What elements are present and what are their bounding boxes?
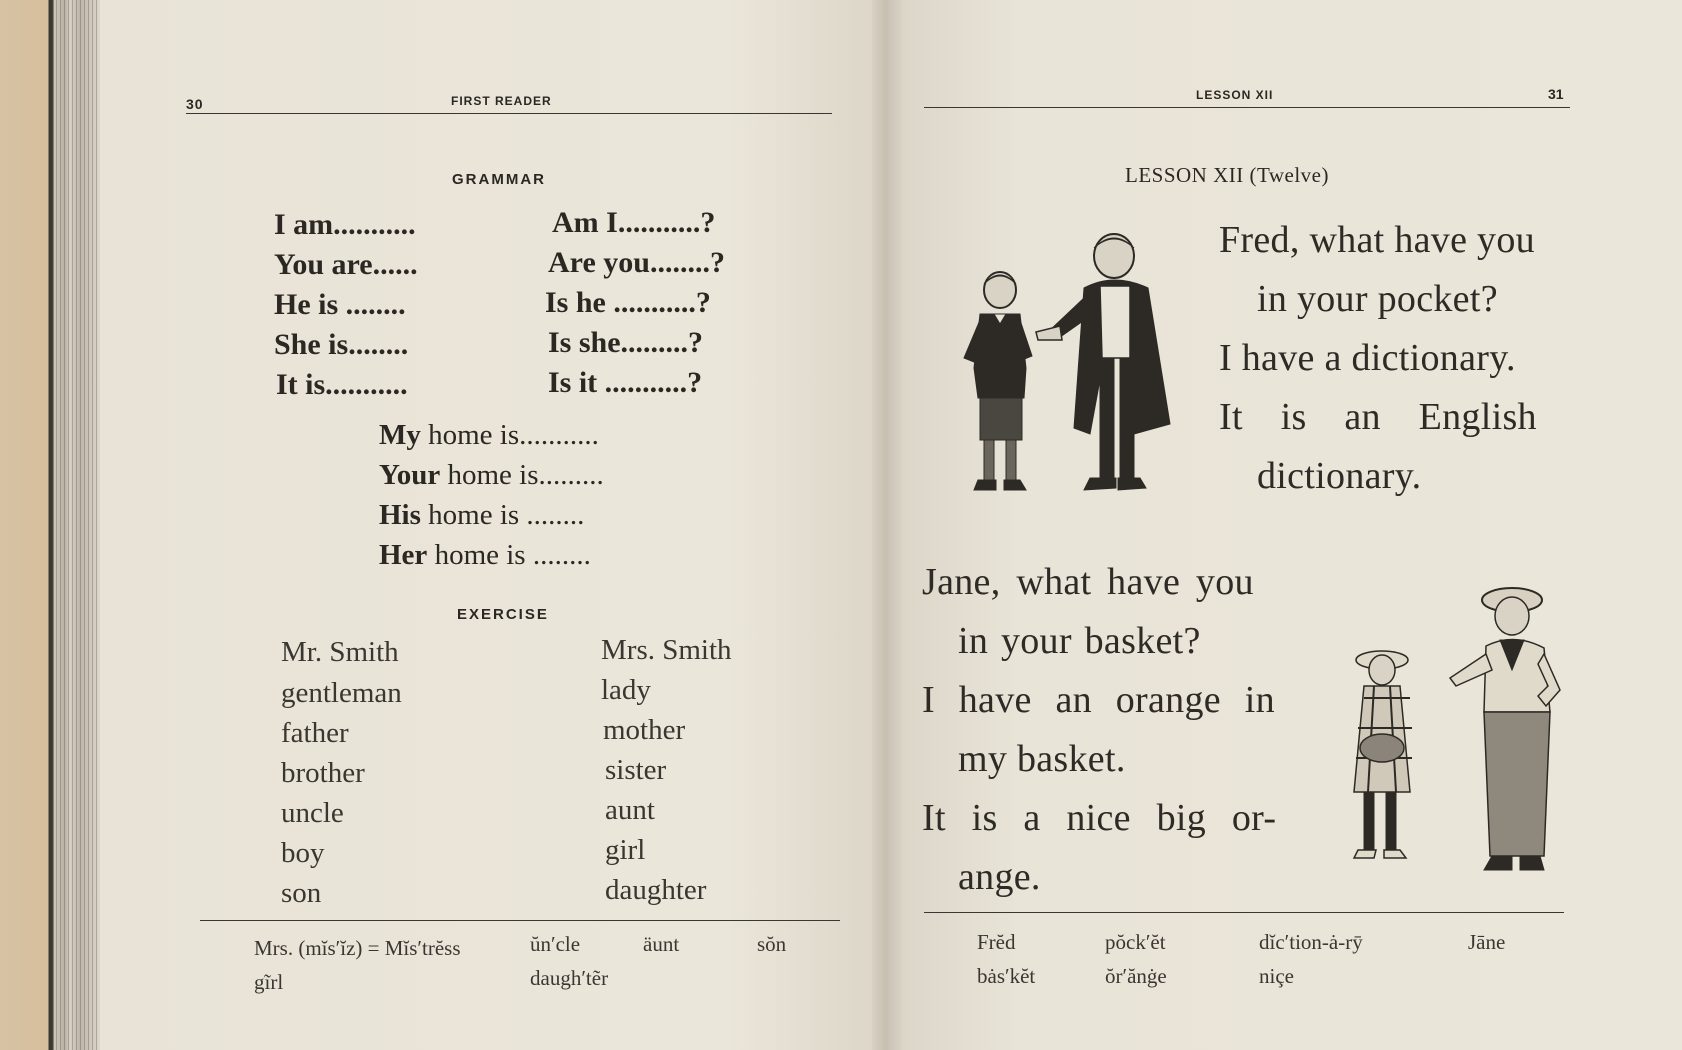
left-footnote-1: Mrs. (mĭs′ĭz) = Mĭs′trĕss [254,936,461,960]
exercise-left-6: boy [281,837,325,869]
exercise-right-4: sister [605,754,667,786]
right-footnote-3: dĭc′tion-ȧ-rȳ [1259,930,1363,954]
fred-line-2: in your pocket? [1257,278,1498,320]
left-footnote-6: daugh′tẽr [530,966,609,990]
exercise-right-5: aunt [605,794,655,826]
home-line-1-rest: home is........... [420,419,599,451]
home-line-4 [379,539,591,572]
right-footnote-2: pŏck′ĕt [1105,930,1166,954]
right-running-head: LESSON XII [1196,88,1274,102]
girl-and-woman-illustration [1334,578,1580,894]
fred-line-3: I have a dictionary. [1219,337,1516,379]
exercise-right-7: daughter [605,874,707,906]
grammar-heading: GRAMMAR [452,171,546,188]
grammar-row-4-question: Is she.........? [548,326,704,359]
left-header-rule [186,113,832,114]
jane-line-6: ange. [958,856,1041,898]
home-line-3 [379,499,584,532]
exercise-right-3: mother [603,714,686,746]
grammar-row-2-statement: You are...... [274,248,418,281]
grammar-row-2-question: Are you........? [548,246,725,279]
grammar-row-3-question: Is he ...........? [545,286,711,319]
book-gutter [872,0,902,1050]
jane-line-3: I have an orange in [922,679,1275,721]
book-page-edge-lines [52,0,100,1050]
jane-line-2: in your basket? [958,620,1201,662]
exercise-right-6: girl [605,834,646,866]
fred-line-5: dictionary. [1257,455,1422,497]
exercise-left-3: father [281,717,349,749]
left-footnote-2: ŭn′cle [530,932,581,956]
right-footnote-5: bȧs′kĕt [977,964,1036,988]
grammar-row-1-statement: I am........... [274,208,416,241]
grammar-row-3-statement: He is ........ [274,288,406,321]
exercise-left-5: uncle [281,797,344,829]
lesson-title: LESSON XII (Twelve) [1125,163,1329,187]
home-line-2 [379,459,604,492]
home-line-3-rest: home is ........ [420,499,585,531]
home-line-2-rest: home is......... [440,459,604,491]
grammar-row-1-question: Am I...........? [552,206,716,239]
boy-and-gentleman-illustration [934,228,1204,528]
left-footnote-4: sŏn [757,932,787,956]
exercise-right-1: Mrs. Smith [601,634,732,666]
fred-line-4: It is an English [1219,396,1537,438]
left-footnote-3: äunt [643,932,680,956]
right-footnote-4: Jāne [1468,930,1506,954]
home-line-1-bold: My [379,419,421,451]
left-running-head: FIRST READER [451,94,552,108]
right-footnote-6: ŏr′ănġe [1105,964,1167,988]
left-page-number: 30 [186,96,204,112]
left-footnote-5: gĩrl [254,970,284,994]
left-footnote-rule [200,920,840,921]
exercise-left-1: Mr. Smith [281,636,399,668]
jane-line-1: Jane, what have you [922,561,1254,603]
right-footnote-1: Frĕd [977,930,1016,954]
exercise-left-7: son [281,877,322,909]
grammar-row-5-question: Is it ...........? [548,366,703,399]
right-header-rule [924,107,1570,108]
home-line-3-bold: His [379,499,421,531]
fred-line-1: Fred, what have you [1219,219,1535,261]
grammar-row-5-statement: It is........... [276,368,408,401]
right-footnote-7: niçe [1259,964,1294,988]
jane-line-4: my basket. [958,738,1126,780]
home-line-4-rest: home is ........ [427,539,591,571]
exercise-heading: EXERCISE [457,606,549,623]
home-line-4-bold: Her [379,539,428,571]
right-page-number: 31 [1548,86,1564,102]
right-footnote-rule [924,912,1564,913]
home-line-2-bold: Your [379,459,441,491]
exercise-left-4: brother [281,757,365,789]
exercise-left-2: gentleman [281,677,402,709]
jane-line-5: It is a nice big or- [922,797,1277,839]
grammar-row-4-statement: She is........ [274,328,409,361]
exercise-right-2: lady [601,674,651,706]
home-line-1 [379,419,599,452]
